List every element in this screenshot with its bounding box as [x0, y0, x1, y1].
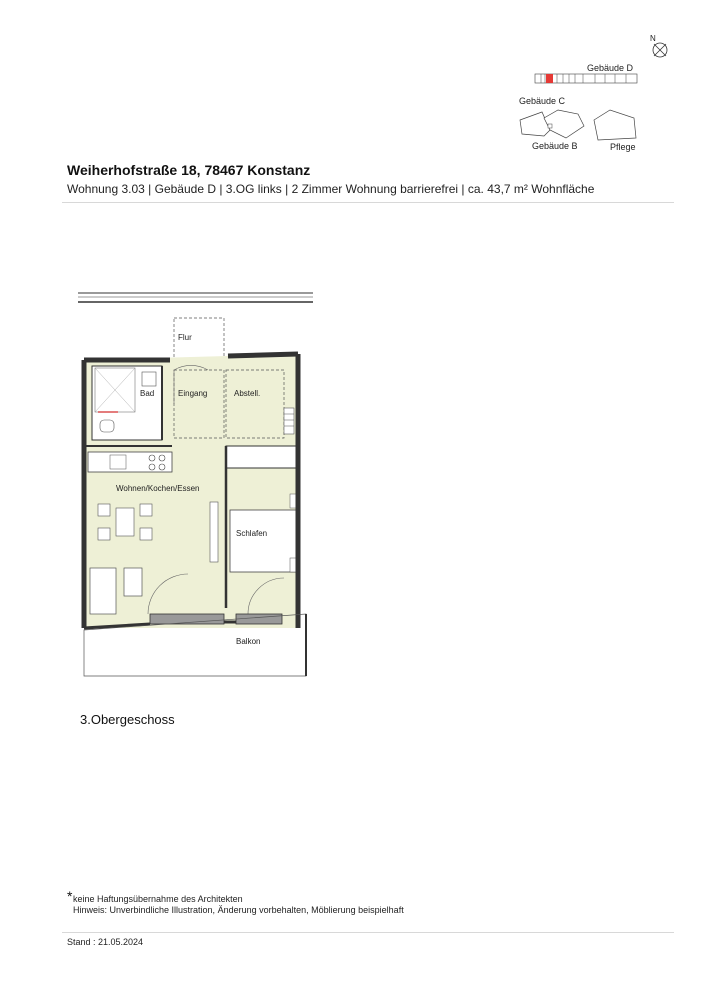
pflege-label: Pflege [610, 142, 636, 152]
stand-date: Stand : 21.05.2024 [67, 937, 144, 947]
north-label: N [650, 34, 656, 43]
bed [230, 510, 296, 572]
room-label-schlafen: Schlafen [236, 529, 268, 538]
room-label-bad: Bad [140, 389, 155, 398]
building-c-shape [520, 112, 550, 136]
north-arrow-icon [650, 34, 667, 57]
building-b-label: Gebäude B [532, 141, 578, 151]
sliding-door [210, 502, 218, 562]
asterisk: * [67, 888, 73, 904]
apartment-highlight [546, 74, 553, 83]
room-label-balkon: Balkon [236, 637, 261, 646]
room-label-flur: Flur [178, 333, 192, 342]
building-c-label: Gebäude C [519, 96, 566, 106]
armchair [124, 568, 142, 596]
apartment-details: Wohnung 3.03 | Gebäude D | 3.OG links | 2 Zimmer Wohnung barrierefrei | ca. 43,7 m² Wohnfläche [67, 182, 595, 196]
hint-text: Hinweis: Unverbindliche Illustration, Änderung vorbehalten, Möblierung beispielhaft [73, 905, 404, 915]
building-d-label: Gebäude D [587, 63, 634, 73]
room-label-eingang: Eingang [178, 389, 208, 398]
disclaimer: keine Haftungsübernahme des Architekten [73, 894, 243, 904]
window-2 [236, 614, 282, 624]
footer-divider [62, 932, 674, 933]
sofa [90, 568, 116, 614]
dining-table [116, 508, 134, 536]
room-label-wohnen: Wohnen/Kochen/Essen [116, 484, 200, 493]
header-divider [62, 202, 674, 203]
floor-plan [70, 288, 320, 688]
wardrobe [226, 446, 298, 468]
pflege-shape [594, 110, 636, 140]
address-title: Weiherhofstraße 18, 78467 Konstanz [67, 162, 311, 178]
building-d-strip [535, 74, 637, 83]
room-label-abstell: Abstell. [234, 389, 261, 398]
floor-label: 3.Obergeschoss [80, 712, 175, 727]
